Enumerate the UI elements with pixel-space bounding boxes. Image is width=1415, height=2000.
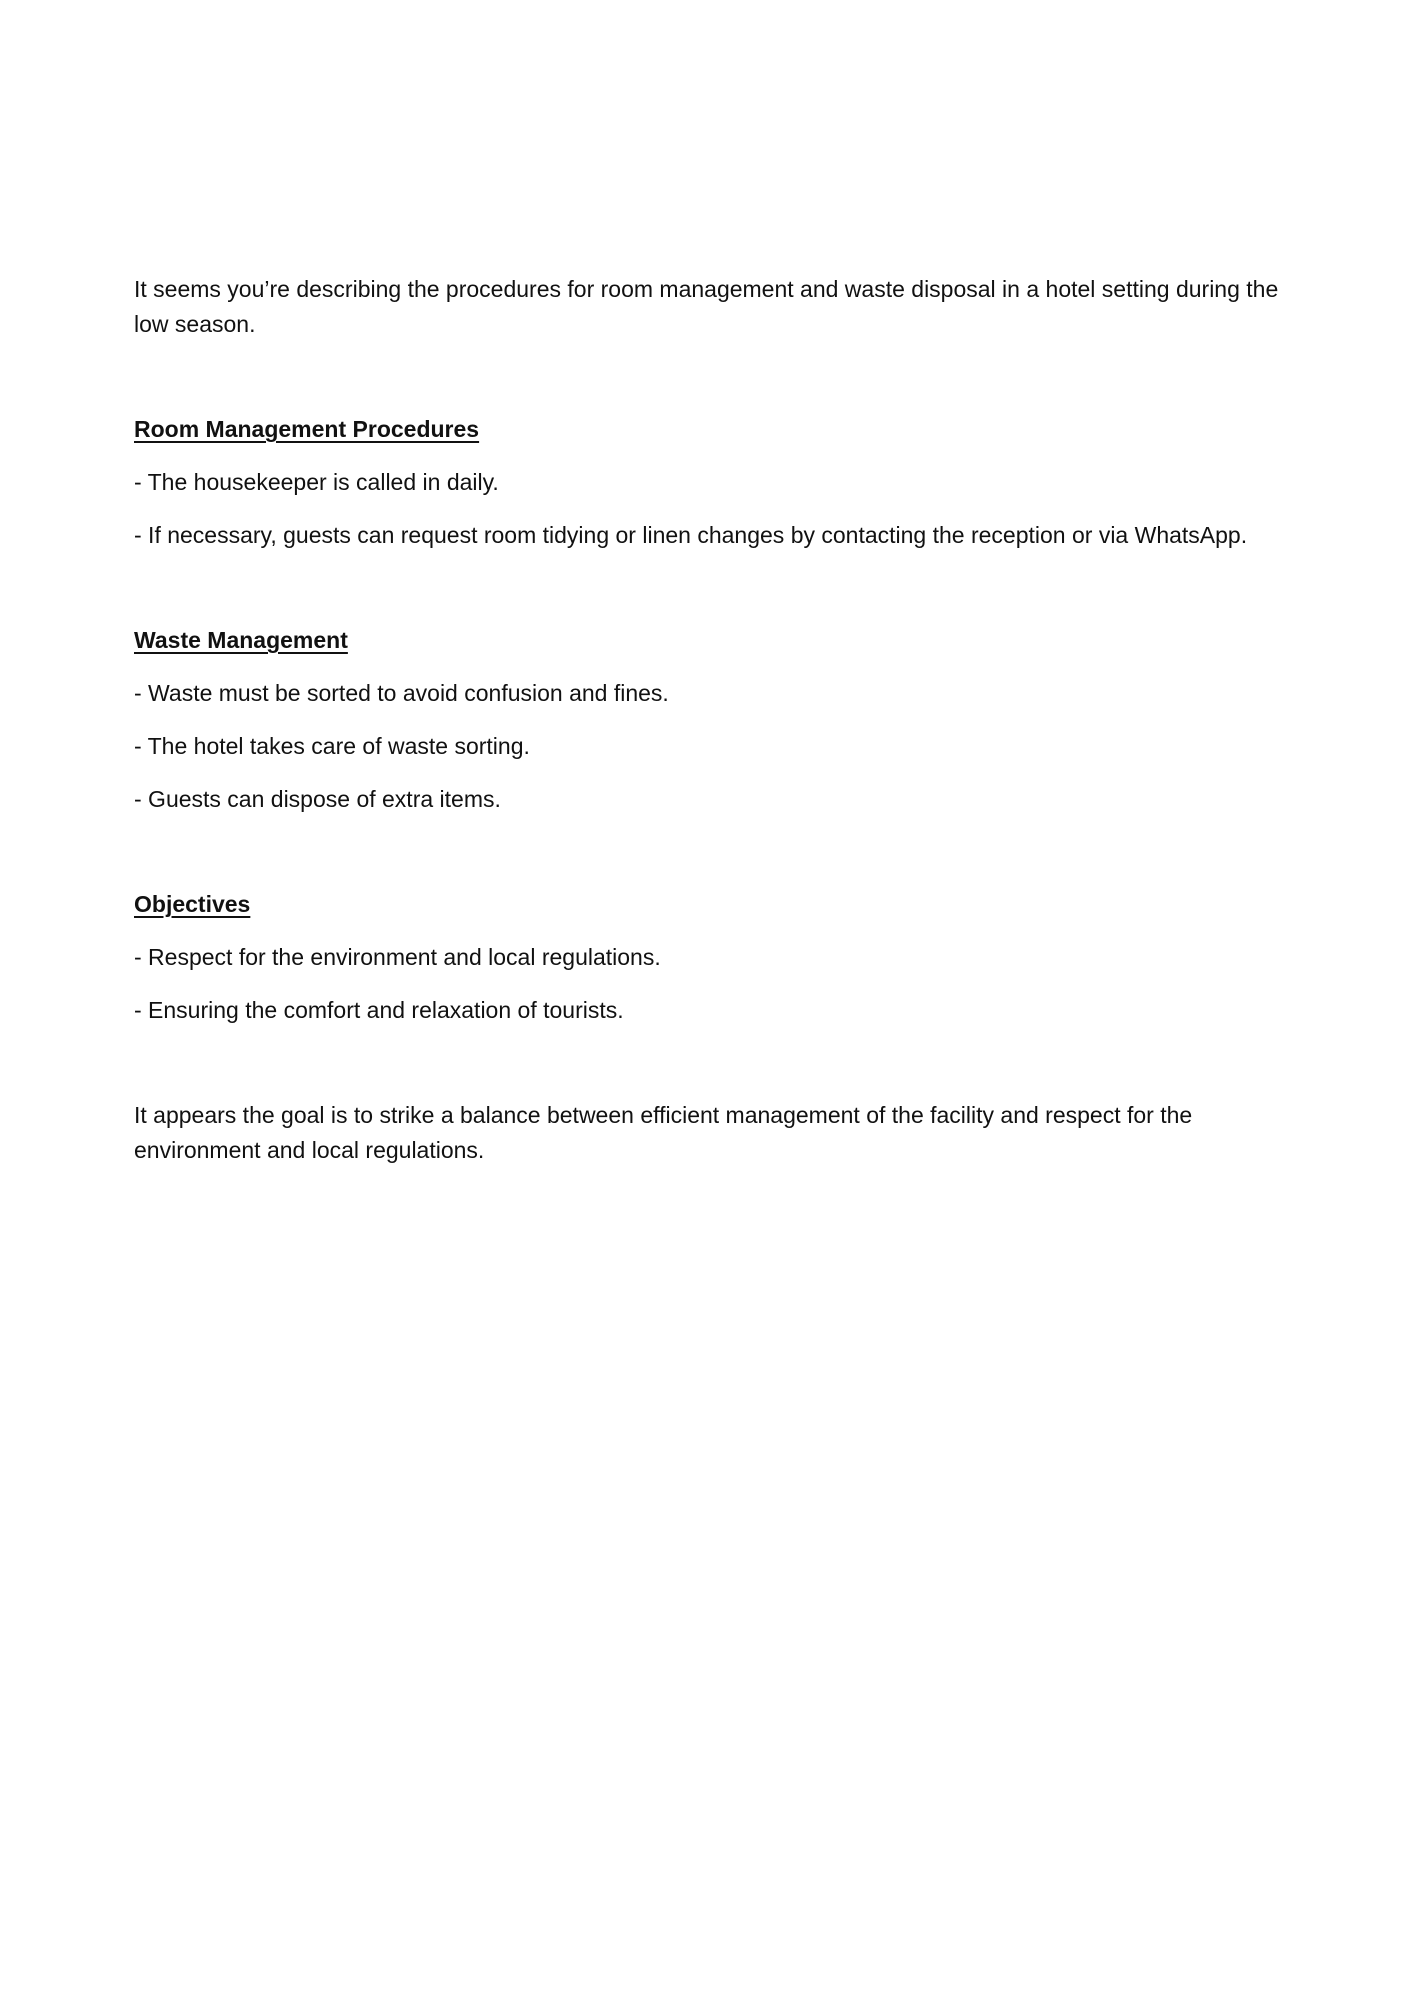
section-room-management	[134, 412, 1284, 553]
section-heading: Waste Management	[134, 627, 348, 653]
section-waste-management	[134, 623, 1284, 817]
list-item: - The housekeeper is called in daily.	[134, 469, 499, 495]
list-item: - Waste must be sorted to avoid confusion and fines.	[134, 680, 669, 706]
closing-paragraph: It appears the goal is to strike a balance between efficient management of the facility and respect for the environment and local regulations.	[134, 1102, 1193, 1163]
section-heading: Objectives	[134, 891, 251, 917]
intro-paragraph: It seems you’re describing the procedures for room management and waste disposal in a hotel setting during the low season.	[134, 276, 1279, 337]
list-item: - Guests can dispose of extra items.	[134, 786, 501, 812]
list-item: - If necessary, guests can request room tidying or linen changes by contacting the reception or via WhatsApp.	[134, 522, 1248, 548]
section-heading: Room Management Procedures	[134, 416, 480, 442]
list-item: - Ensuring the comfort and relaxation of tourists.	[134, 997, 624, 1023]
list-item: - Respect for the environment and local regulations.	[134, 944, 661, 970]
list-item: - The hotel takes care of waste sorting.	[134, 733, 530, 759]
section-objectives	[134, 887, 1284, 1028]
document-body	[134, 272, 1284, 1168]
